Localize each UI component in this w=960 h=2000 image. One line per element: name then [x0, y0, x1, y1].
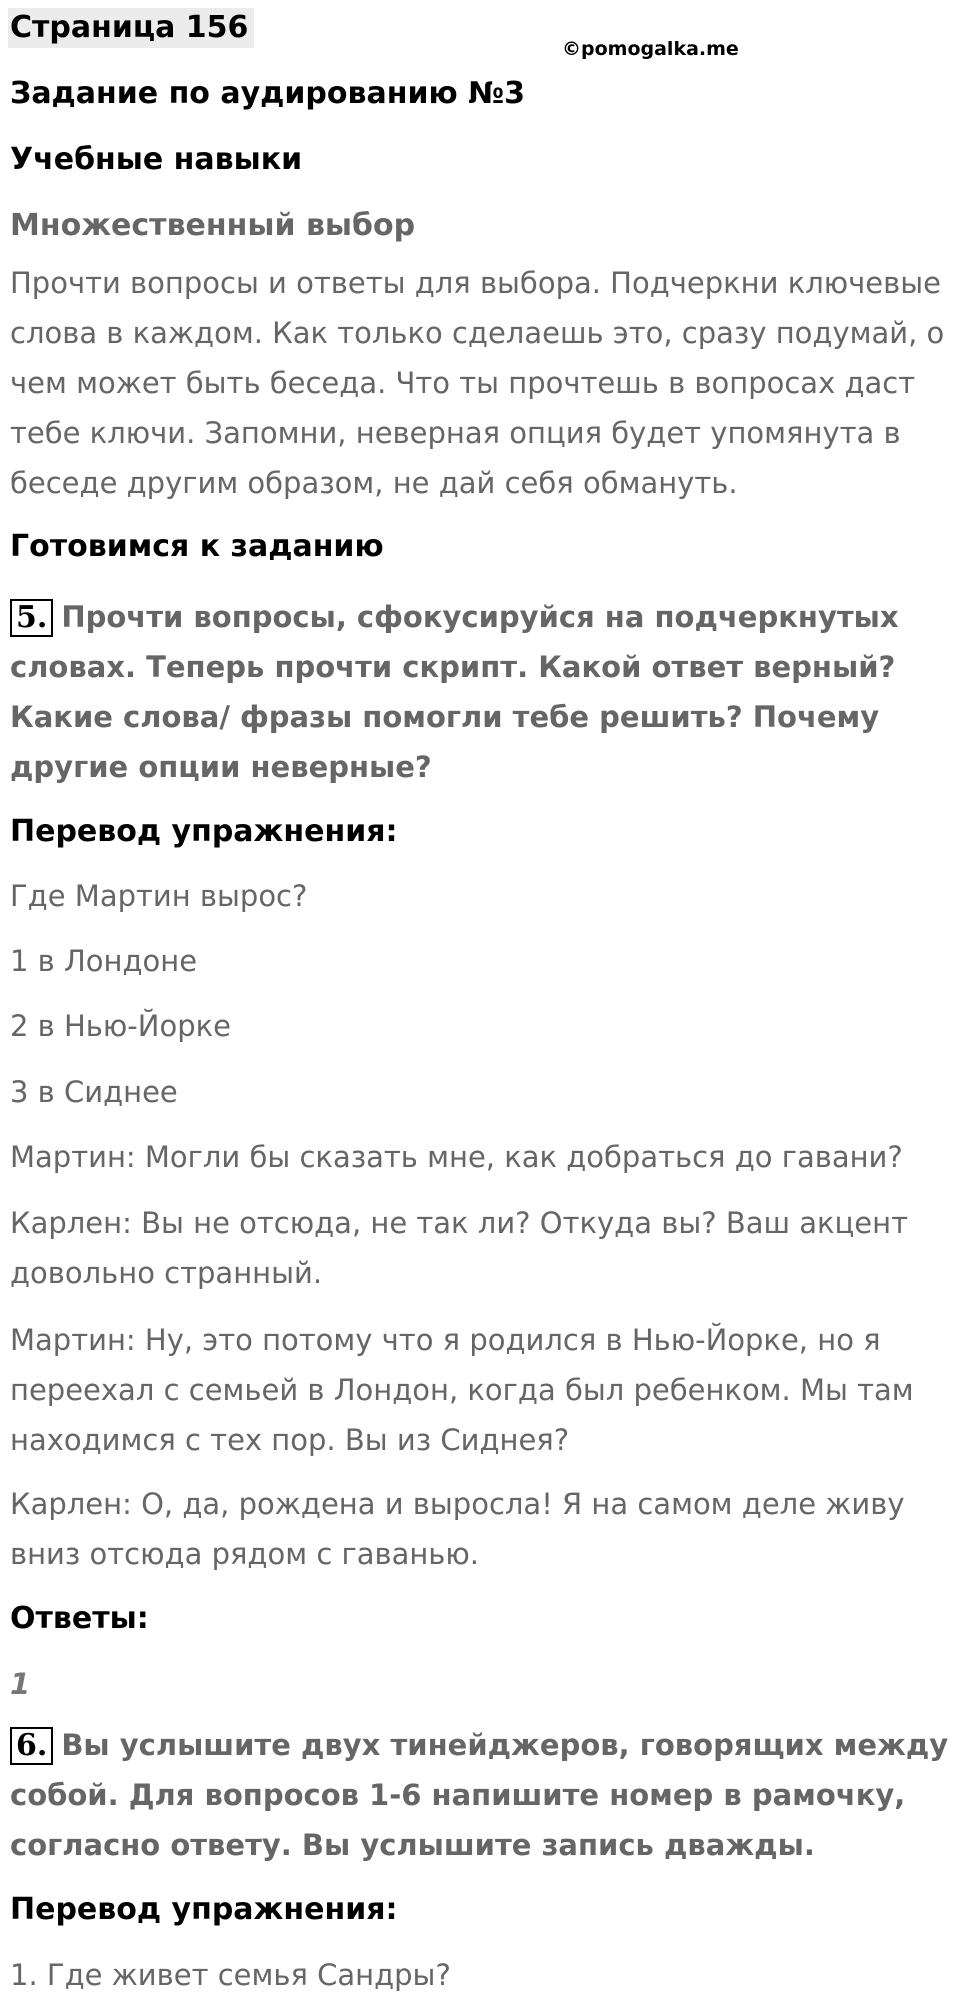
dialogue-line-2: Карлен: Вы не отсюда, не так ли? Откуда вы? Ваш акцент довольно странный.	[10, 1206, 908, 1290]
prepare-heading: Готовимся к заданию	[10, 529, 384, 564]
skills-heading: Учебные навыки	[10, 142, 303, 177]
option-3: 3 в Сиднее	[10, 1075, 178, 1109]
answers-heading: Ответы:	[10, 1601, 149, 1636]
translation-heading-2: Перевод упражнения:	[10, 1892, 398, 1927]
exercise-5-text: Прочти вопросы, сфокусируйся на подчеркнутых словах. Теперь прочти скрипт. Какой ответ верный? Какие слова/ фразы помогли тебе решить? Почему другие опции неверные?	[10, 600, 899, 784]
question-6-1: 1. Где живет семья Сандры?	[10, 1958, 451, 1992]
question: Где Мартин вырос?	[10, 879, 308, 913]
multiple-choice-heading: Множественный выбор	[10, 208, 416, 243]
dialogue-line-3: Мартин: Ну, это потому что я родился в Нью-Йорке, но я переехал с семьей в Лондон, когда был ребенком. Мы там находимся с тех пор. Вы из Сиднея?	[10, 1323, 914, 1457]
watermark: ©pomogalka.me	[562, 38, 739, 60]
exercise-5-number: 5.	[10, 599, 53, 637]
page-label: Страница 156	[8, 8, 254, 48]
option-1: 1 в Лондоне	[10, 944, 198, 978]
exercise-5	[10, 592, 955, 792]
task-title: Задание по аудированию №3	[10, 76, 526, 111]
exercise-6-number: 6.	[10, 1727, 53, 1765]
translation-heading: Перевод упражнения:	[10, 814, 398, 849]
option-2: 2 в Нью-Йорке	[10, 1009, 231, 1043]
answer-value: 1	[10, 1667, 31, 1701]
dialogue-line-4: Карлен: О, да, рождена и выросла! Я на самом деле живу вниз отсюда рядом с гаванью.	[10, 1487, 905, 1571]
exercise-6	[10, 1720, 955, 1870]
intro-paragraph: Прочти вопросы и ответы для выбора. Подчеркни ключевые слова в каждом. Как только сделаешь это, сразу подумай, о чем может быть беседа. Что ты прочтешь в вопросах даст тебе ключи. Запомни, неверная опция будет упомянута в беседе другим образом, не дай себя обмануть.	[10, 266, 945, 500]
exercise-6-text: Вы услышите двух тинейджеров, говорящих между собой. Для вопросов 1-6 напишите номер в рамочку, согласно ответу. Вы услышите запись дважды.	[10, 1728, 949, 1862]
dialogue-line-1: Мартин: Могли бы сказать мне, как добраться до гавани?	[10, 1140, 903, 1174]
